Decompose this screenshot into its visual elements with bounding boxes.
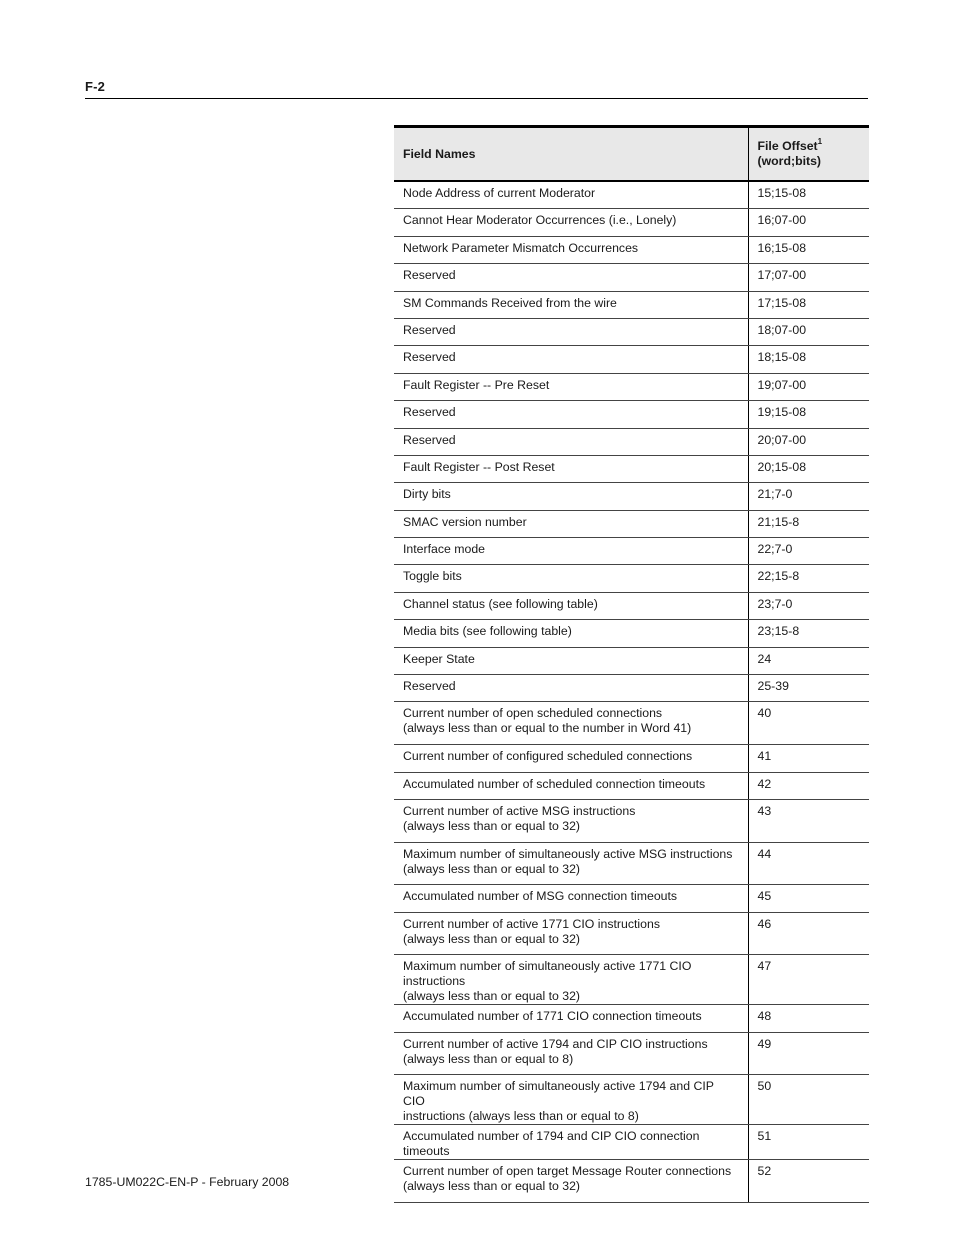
file-offset-cell: 17;15-08 [748, 291, 869, 318]
field-name: Dirty bits [403, 487, 451, 502]
field-name-cell [394, 745, 748, 772]
table-row [394, 1032, 869, 1075]
table-row [394, 318, 869, 345]
file-offset-cell: 18;07-00 [748, 318, 869, 345]
field-name-cell [394, 702, 748, 745]
field-name-cell [394, 912, 748, 955]
field-name-cell [394, 373, 748, 400]
field-name-cell [394, 483, 748, 510]
table-row [394, 565, 869, 592]
field-name: Current number of configured scheduled connections [403, 749, 693, 764]
file-offset-cell: 23;15-8 [748, 620, 869, 647]
file-offset-cell: 50 [748, 1075, 869, 1125]
table-row [394, 510, 869, 537]
table-row [394, 209, 869, 236]
field-name: Interface mode [403, 542, 486, 557]
table-row [394, 264, 869, 291]
field-name-cell [394, 842, 748, 885]
table-row [394, 772, 869, 799]
field-name: Accumulated number of 1794 and CIP CIO connection timeouts [403, 1129, 700, 1159]
field-name: Network Parameter Mismatch Occurrences [403, 240, 639, 255]
field-name: Maximum number of simultaneously active 1771 CIO instructions [403, 959, 692, 989]
file-offset-cell: 44 [748, 842, 869, 885]
field-name-note: (always less than or equal to 32) [403, 818, 581, 833]
file-offset-cell: 19;07-00 [748, 373, 869, 400]
file-offset-cell: 20;07-00 [748, 428, 869, 455]
field-name: Current number of active MSG instructions [403, 803, 636, 818]
table-row [394, 181, 869, 209]
file-offset-header [748, 127, 869, 182]
field-name: Fault Register -- Post Reset [403, 459, 555, 474]
file-offset-cell: 22;15-8 [748, 565, 869, 592]
table-row [394, 1160, 869, 1203]
field-name-cell [394, 675, 748, 702]
field-name: Current number of open target Message Router connections [403, 1164, 732, 1179]
field-name-cell [394, 1032, 748, 1075]
table-row [394, 236, 869, 263]
field-names-header: Field Names [394, 127, 748, 182]
file-offset-cell: 25-39 [748, 675, 869, 702]
field-name-cell [394, 181, 748, 209]
file-offset-cell: 49 [748, 1032, 869, 1075]
table-row [394, 647, 869, 674]
field-name-cell [394, 318, 748, 345]
field-name-cell [394, 955, 748, 1005]
field-name-note: (always less than or equal to 8) [403, 1051, 574, 1066]
table-row [394, 401, 869, 428]
field-name-cell [394, 620, 748, 647]
field-name: Current number of active 1771 CIO instructions [403, 916, 660, 931]
table-row [394, 373, 869, 400]
field-name: Current number of active 1794 and CIP CIO instructions [403, 1036, 708, 1051]
field-name-cell [394, 647, 748, 674]
table-header-row [394, 127, 869, 182]
table-row [394, 745, 869, 772]
file-offset-cell: 20;15-08 [748, 455, 869, 482]
field-name: Fault Register -- Pre Reset [403, 377, 550, 392]
field-offset-table [394, 125, 869, 1203]
field-name: Accumulated number of scheduled connection timeouts [403, 776, 706, 791]
field-name: Keeper State [403, 651, 475, 666]
file-offset-cell: 24 [748, 647, 869, 674]
table-row [394, 483, 869, 510]
file-offset-cell: 16;15-08 [748, 236, 869, 263]
field-name-cell [394, 592, 748, 619]
field-name: Reserved [403, 432, 456, 447]
file-offset-cell: 15;15-08 [748, 181, 869, 209]
file-offset-cell: 16;07-00 [748, 209, 869, 236]
field-name-cell [394, 291, 748, 318]
table-row [394, 538, 869, 565]
file-offset-cell: 48 [748, 1005, 869, 1032]
field-name-cell [394, 885, 748, 912]
field-name: Media bits (see following table) [403, 624, 572, 639]
field-name-cell [394, 772, 748, 799]
file-offset-cell: 21;7-0 [748, 483, 869, 510]
file-offset-cell: 17;07-00 [748, 264, 869, 291]
field-name-cell [394, 346, 748, 373]
field-name: Reserved [403, 322, 456, 337]
field-name-cell [394, 401, 748, 428]
file-offset-cell: 19;15-08 [748, 401, 869, 428]
table-row [394, 1125, 869, 1160]
field-name-note: (always less than or equal to 32) [403, 931, 581, 946]
field-name: Reserved [403, 268, 456, 283]
field-name: SMAC version number [403, 514, 527, 529]
field-name-cell [394, 209, 748, 236]
table-row [394, 912, 869, 955]
field-name: Node Address of current Moderator [403, 186, 596, 200]
page-footer: 1785-UM022C-EN-P - February 2008 [85, 1175, 290, 1189]
table-row [394, 1075, 869, 1125]
table-body [394, 181, 869, 1203]
field-name: Reserved [403, 679, 456, 694]
field-name: Cannot Hear Moderator Occurrences (i.e., Lonely) [403, 213, 677, 228]
table-row [394, 346, 869, 373]
file-offset-cell: 52 [748, 1160, 869, 1203]
table-row [394, 955, 869, 1005]
file-offset-cell: 46 [748, 912, 869, 955]
table-row [394, 620, 869, 647]
file-offset-cell: 18;15-08 [748, 346, 869, 373]
file-offset-cell: 43 [748, 799, 869, 842]
field-name-cell [394, 1125, 748, 1160]
field-name-cell [394, 1005, 748, 1032]
field-name: Maximum number of simultaneously active MSG instructions [403, 846, 733, 861]
field-name: Accumulated number of MSG connection timeouts [403, 889, 678, 904]
field-name-cell [394, 510, 748, 537]
field-name-cell [394, 455, 748, 482]
table-row [394, 675, 869, 702]
field-name: Accumulated number of 1771 CIO connection timeouts [403, 1009, 702, 1024]
field-name: Reserved [403, 350, 456, 365]
field-name: Channel status (see following table) [403, 596, 598, 611]
field-name-note: (always less than or equal to 32) [403, 1179, 581, 1194]
file-offset-cell: 51 [748, 1125, 869, 1160]
table-row [394, 428, 869, 455]
table-row [394, 842, 869, 885]
file-offset-cell: 23;7-0 [748, 592, 869, 619]
table-row [394, 1005, 869, 1032]
header-rule [85, 98, 868, 99]
field-name-cell [394, 264, 748, 291]
file-offset-cell: 21;15-8 [748, 510, 869, 537]
field-name: Toggle bits [403, 569, 462, 584]
table-row [394, 291, 869, 318]
file-offset-cell: 41 [748, 745, 869, 772]
field-name-cell [394, 799, 748, 842]
field-name-cell [394, 236, 748, 263]
file-offset-header-units: (word;bits) [757, 154, 822, 168]
file-offset-cell: 22;7-0 [748, 538, 869, 565]
field-name-note: (always less than or equal to the number in Word 41) [403, 721, 692, 736]
table-row [394, 702, 869, 745]
field-name-note: (always less than or equal to 32) [403, 861, 581, 876]
table-row [394, 885, 869, 912]
field-name: Reserved [403, 405, 456, 420]
field-name-cell [394, 538, 748, 565]
footnote-marker: 1 [817, 136, 823, 146]
field-name: Current number of open scheduled connections [403, 706, 663, 721]
page-label: F-2 [85, 79, 106, 94]
field-name-cell [394, 565, 748, 592]
file-offset-cell: 40 [748, 702, 869, 745]
file-offset-cell: 45 [748, 885, 869, 912]
table-row [394, 799, 869, 842]
table-row [394, 592, 869, 619]
table-row [394, 455, 869, 482]
file-offset-cell: 42 [748, 772, 869, 799]
file-offset-cell: 47 [748, 955, 869, 1005]
field-name-cell [394, 1075, 748, 1125]
field-name-cell [394, 428, 748, 455]
field-name: Maximum number of simultaneously active 1794 and CIP CIO [403, 1079, 714, 1109]
field-name-note: (always less than or equal to 32) [403, 989, 581, 1004]
field-name: SM Commands Received from the wire [403, 295, 617, 310]
field-name-note: instructions (always less than or equal to 8) [403, 1109, 639, 1124]
file-offset-header-label: File Offset [757, 139, 818, 153]
field-name-cell [394, 1160, 748, 1203]
